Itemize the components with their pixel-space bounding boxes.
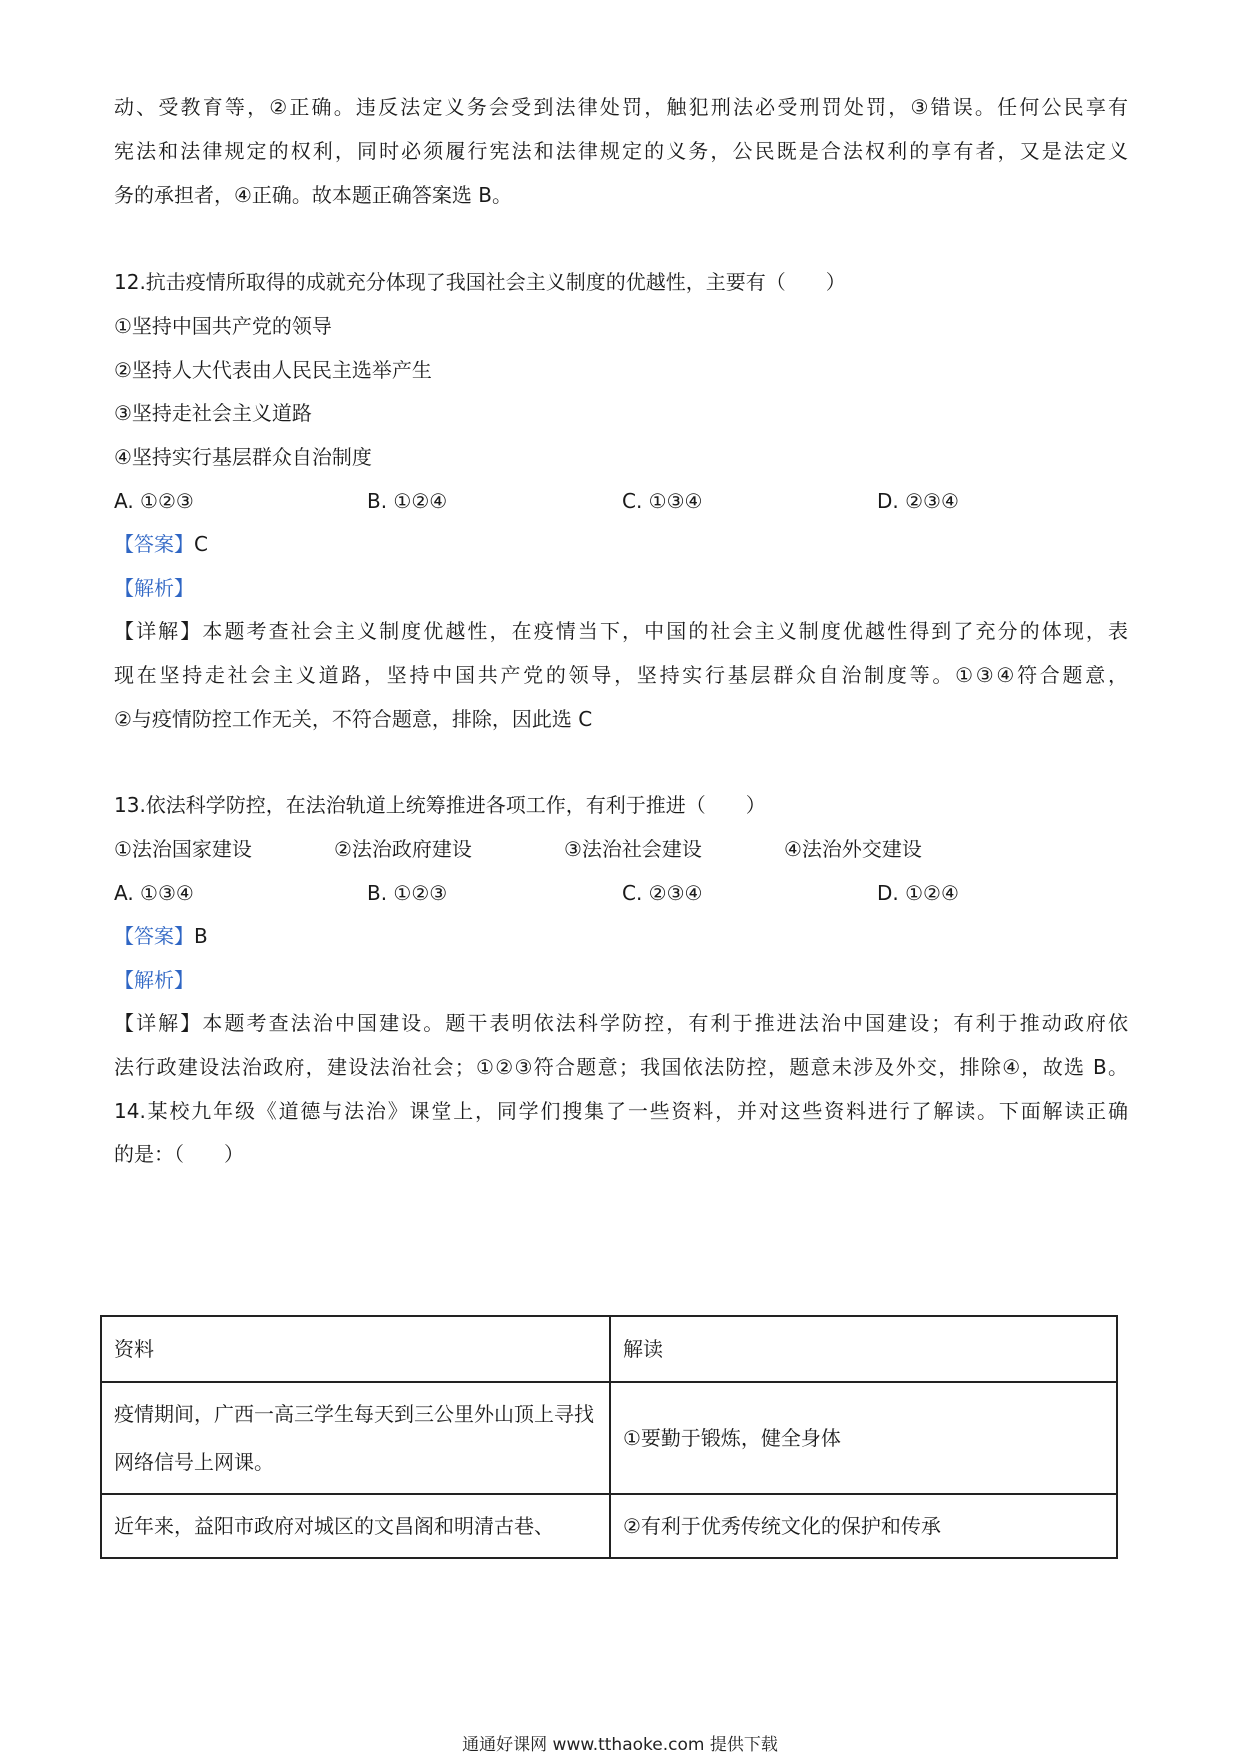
q12-item-4: ④坚持实行基层群众自治制度 [114, 445, 372, 469]
table-cell: 疫情期间，广西一高三学生每天到三公里外山顶上寻找网络信号上网课。 [101, 1382, 610, 1494]
table-cell: ②有利于优秀传统文化的保护和传承 [610, 1494, 1117, 1558]
q13-detail-tag: 【详解】 [114, 1011, 203, 1035]
q13-detail-text-1: 本题考查法治中国建设。题干表明依法科学防控，有利于推进法治中国建设；有利于推动政府依 [202, 1011, 1129, 1035]
q12-option-b: B. ①②④ [367, 489, 448, 513]
table-row [101, 1494, 1117, 1558]
q12-stem: 12.抗击疫情所取得的成就充分体现了我国社会主义制度的优越性，主要有（ ） [114, 270, 846, 294]
q13-option-d: D. ①②④ [877, 881, 959, 905]
table-row [101, 1382, 1117, 1494]
q13-detail-line-2: 法行政建设法治政府，建设法治社会；①②③符合题意；我国依法防控，题意未涉及外交，排除④，故选 B。 [114, 1055, 1128, 1079]
q12-option-c: C. ①③④ [622, 489, 703, 513]
table-cell: 近年来，益阳市政府对城区的文昌阁和明清古巷、 [101, 1494, 610, 1558]
q13-item-3: ③法治社会建设 [564, 837, 702, 861]
q13-analysis-tag: 【解析】 [114, 968, 194, 992]
q12-answer-value: C [194, 532, 208, 556]
q12-analysis-tag: 【解析】 [114, 576, 194, 600]
q13-option-b: B. ①②③ [367, 881, 448, 905]
table-cell: ①要勤于锻炼，健全身体 [610, 1382, 1117, 1494]
q12-answer-tag: 【答案】 [114, 532, 194, 556]
q12-option-a: A. ①②③ [114, 489, 194, 513]
q12-item-2: ②坚持人大代表由人民民主选举产生 [114, 358, 432, 382]
q13-option-c: C. ②③④ [622, 881, 703, 905]
q12-detail-tag: 【详解】 [114, 619, 203, 643]
q12-detail-line-2: 现在坚持走社会主义道路，坚持中国共产党的领导，坚持实行基层群众自治制度等。①③④符合题意， [114, 663, 1128, 687]
q12-detail-line-3: ②与疫情防控工作无关，不符合题意，排除，因此选 C [114, 707, 593, 731]
q12-option-d: D. ②③④ [877, 489, 959, 513]
q13-analysis [114, 966, 194, 994]
prev-explanation-line-1: 动、受教育等，②正确。违反法定义务会受到法律处罚，触犯刑法必受刑罚处罚，③错误。任何公民享有 [114, 95, 1128, 119]
q13-item-4: ④法治外交建设 [784, 837, 922, 861]
q12-item-3: ③坚持走社会主义道路 [114, 401, 312, 425]
q13-detail-line-1 [114, 1009, 1128, 1037]
q13-stem: 13.依法科学防控，在法治轨道上统筹推进各项工作，有利于推进（ ） [114, 793, 766, 817]
q13-answer-tag: 【答案】 [114, 924, 194, 948]
q14-stem-line-1: 14.某校九年级《道德与法治》课堂上，同学们搜集了一些资料，并对这些资料进行了解读。下面解读正确 [114, 1099, 1128, 1123]
q14-table [100, 1315, 1118, 1559]
q13-option-a: A. ①③④ [114, 881, 194, 905]
prev-explanation-line-3: 务的承担者，④正确。故本题正确答案选 B。 [114, 183, 513, 207]
table-header-cell: 解读 [610, 1316, 1117, 1382]
q12-detail-text-1: 本题考查社会主义制度优越性，在疫情当下，中国的社会主义制度优越性得到了充分的体现，表 [202, 619, 1129, 643]
q13-item-2: ②法治政府建设 [334, 837, 472, 861]
table-header-cell: 资料 [101, 1316, 610, 1382]
page-footer: 通通好课网 www.tthaoke.com 提供下载 [462, 1735, 778, 1755]
q13-answer-value: B [194, 924, 208, 948]
q12-detail-line-1 [114, 617, 1128, 645]
q13-item-1: ①法治国家建设 [114, 837, 252, 861]
q12-answer [114, 530, 208, 558]
table-header-row [101, 1316, 1117, 1382]
prev-explanation-line-2: 宪法和法律规定的权利，同时必须履行宪法和法律规定的义务，公民既是合法权利的享有者，又是法定义 [114, 139, 1128, 163]
q13-answer [114, 922, 208, 950]
q12-analysis [114, 574, 194, 602]
q12-item-1: ①坚持中国共产党的领导 [114, 314, 332, 338]
q14-stem-line-2: 的是：（ ） [114, 1142, 244, 1166]
